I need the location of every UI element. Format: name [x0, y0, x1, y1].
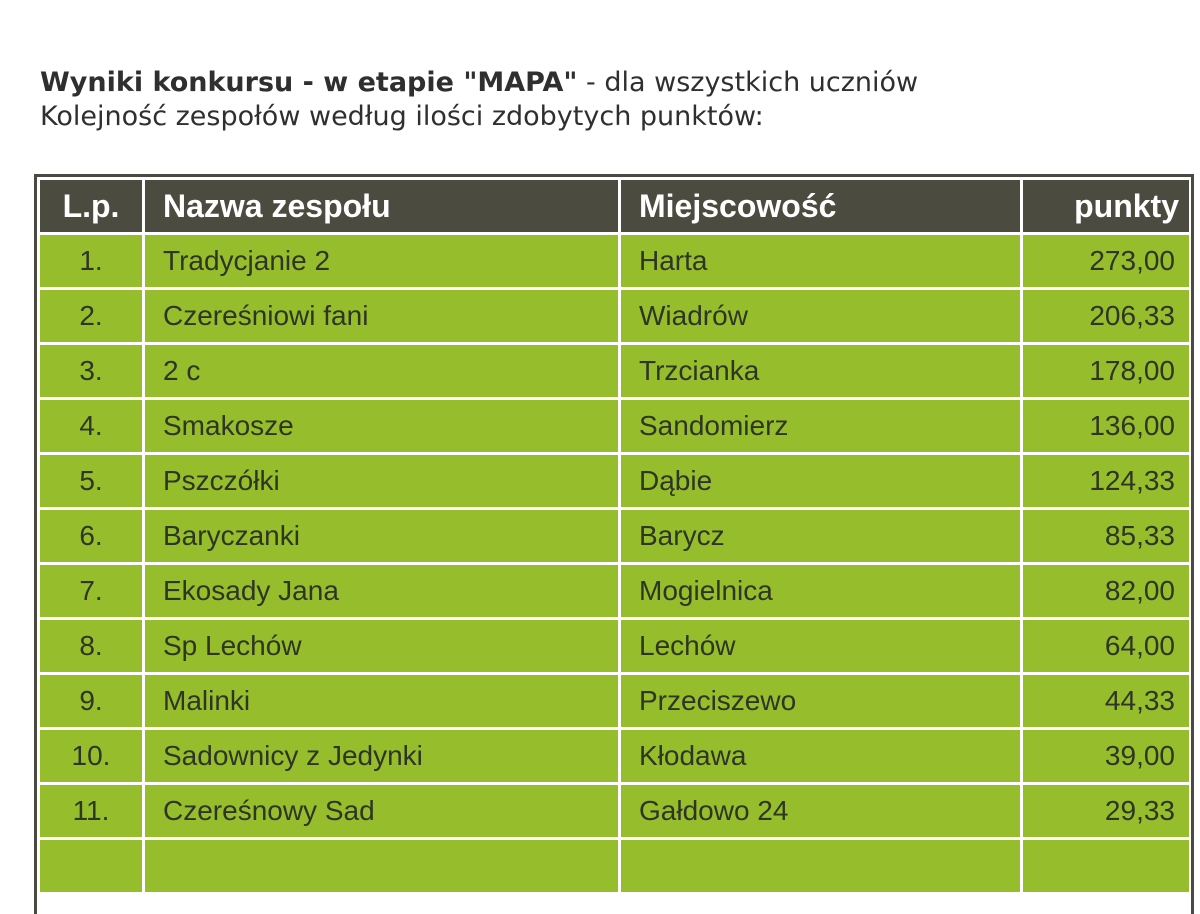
cell-team-name: Smakosze [145, 400, 618, 452]
cell-team-name: Sadownicy z Jedynki [145, 730, 618, 782]
table-row [40, 510, 1189, 562]
heading-bold-part: Wyniki konkursu - w etapie "MAPA" [40, 67, 578, 98]
cell-points: 273,00 [1023, 235, 1189, 287]
cell-town: Mogielnica [621, 565, 1020, 617]
table-row [40, 675, 1189, 727]
cell-town: Dąbie [621, 455, 1020, 507]
cell-lp: 9. [40, 675, 142, 727]
table-row [40, 345, 1189, 397]
table-row [40, 620, 1189, 672]
header-town: Miejscowość [621, 180, 1020, 232]
cell-town: Kłodawa [621, 730, 1020, 782]
cell-team-name: Malinki [145, 675, 618, 727]
cell-lp: 10. [40, 730, 142, 782]
cell-team-name: Sp Lechów [145, 620, 618, 672]
table-row [40, 730, 1189, 782]
table-row [40, 455, 1189, 507]
cell-team-name: Baryczanki [145, 510, 618, 562]
cell-town: Wiadrów [621, 290, 1020, 342]
cell-lp: 4. [40, 400, 142, 452]
heading [40, 66, 1200, 134]
cell-points: 124,33 [1023, 455, 1189, 507]
cell-lp [40, 840, 142, 892]
cell-points: 206,33 [1023, 290, 1189, 342]
heading-line-1 [40, 66, 1200, 100]
header-lp: L.p. [40, 180, 142, 232]
cell-points: 39,00 [1023, 730, 1189, 782]
cell-team-name: Czereśniowi fani [145, 290, 618, 342]
cell-points: 178,00 [1023, 345, 1189, 397]
cell-lp: 8. [40, 620, 142, 672]
cell-points [1023, 840, 1189, 892]
cell-team-name: Czereśnowy Sad [145, 785, 618, 837]
cell-lp: 1. [40, 235, 142, 287]
cell-lp: 11. [40, 785, 142, 837]
results-table-frame [34, 174, 1194, 914]
cell-points: 64,00 [1023, 620, 1189, 672]
header-team-name: Nazwa zespołu [145, 180, 618, 232]
table-row [40, 840, 1189, 892]
table-row [40, 785, 1189, 837]
cell-town: Trzcianka [621, 345, 1020, 397]
heading-normal-part: - dla wszystkich uczniów [577, 67, 919, 98]
cell-town: Sandomierz [621, 400, 1020, 452]
cell-town: Lechów [621, 620, 1020, 672]
cell-lp: 5. [40, 455, 142, 507]
table-row [40, 235, 1189, 287]
cell-team-name: Pszczółki [145, 455, 618, 507]
header-row [40, 180, 1189, 232]
table-row [40, 400, 1189, 452]
cell-lp: 7. [40, 565, 142, 617]
cell-points: 82,00 [1023, 565, 1189, 617]
heading-line-2: Kolejność zespołów według ilości zdobytych punktów: [40, 101, 764, 132]
cell-points: 136,00 [1023, 400, 1189, 452]
cell-lp: 2. [40, 290, 142, 342]
results-table [37, 177, 1192, 895]
cell-team-name: 2 c [145, 345, 618, 397]
table-row [40, 290, 1189, 342]
cell-team-name: Tradycjanie 2 [145, 235, 618, 287]
cell-town: Gałdowo 24 [621, 785, 1020, 837]
cell-points: 85,33 [1023, 510, 1189, 562]
table-row [40, 565, 1189, 617]
cell-team-name [145, 840, 618, 892]
cell-points: 29,33 [1023, 785, 1189, 837]
cell-team-name: Ekosady Jana [145, 565, 618, 617]
cell-town: Harta [621, 235, 1020, 287]
cell-lp: 6. [40, 510, 142, 562]
cell-lp: 3. [40, 345, 142, 397]
cell-town: Barycz [621, 510, 1020, 562]
cell-points: 44,33 [1023, 675, 1189, 727]
table-body [40, 235, 1189, 892]
cell-town [621, 840, 1020, 892]
cell-town: Przeciszewo [621, 675, 1020, 727]
header-points: punkty [1023, 180, 1189, 232]
